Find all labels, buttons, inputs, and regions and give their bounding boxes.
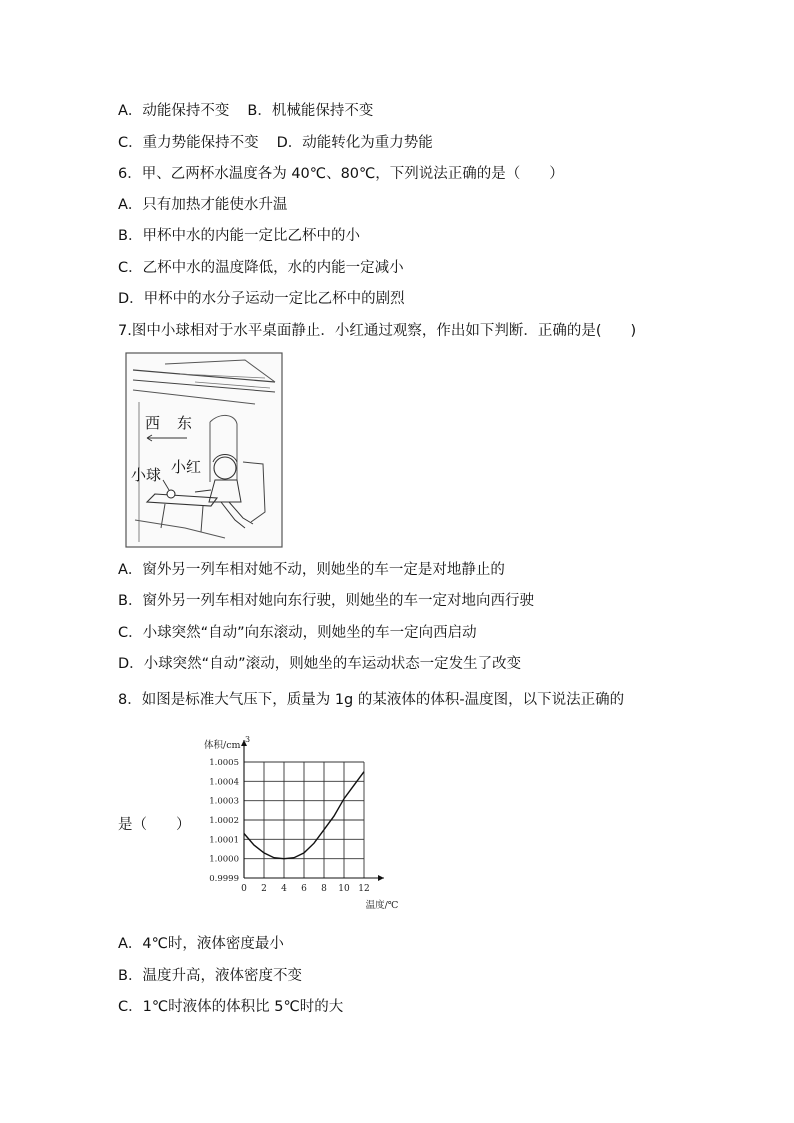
label-girl: 小红 — [171, 458, 202, 476]
q6-option-b: B．甲杯中水的内能一定比乙杯中的小 — [118, 228, 360, 244]
q8-option-c: C．1℃时液体的体积比 5℃时的大 — [118, 999, 344, 1015]
y-tick-label: 1.0002 — [209, 816, 239, 826]
q5-option-d: D．动能转化为重力势能 — [276, 135, 433, 151]
label-west: 西 — [145, 414, 161, 432]
q7-figure-train-illustration — [125, 352, 283, 548]
q8-option-a: A．4℃时，液体密度最小 — [118, 936, 284, 952]
q7-option-a: A．窗外另一列车相对她不动，则她坐的车一定是对地静止的 — [118, 562, 505, 578]
q5-options-row-2 — [118, 133, 433, 153]
y-axis-label-superscript: 3 — [245, 735, 251, 744]
y-axis-label: 体积/cm — [204, 740, 241, 751]
y-tick-label: 1.0005 — [209, 758, 239, 768]
y-tick-label: 1.0003 — [209, 796, 239, 807]
x-axis-arrow — [378, 875, 384, 881]
x-tick-label: 6 — [301, 884, 307, 894]
x-tick-label: 8 — [321, 884, 327, 894]
q6-option-c: C．乙杯中水的温度降低，水的内能一定减小 — [118, 260, 404, 276]
q7-stem: 7.图中小球相对于水平桌面静止．小红通过观察，作出如下判断．正确的是( ) — [118, 323, 637, 339]
label-east: 东 — [177, 414, 193, 432]
y-tick-label: 1.0001 — [209, 835, 239, 846]
q8-volume-temperature-chart — [196, 728, 426, 923]
y-tick-label: 0.9999 — [209, 874, 239, 884]
q8-option-b: B．温度升高，液体密度不变 — [118, 968, 302, 984]
x-tick-label: 4 — [281, 884, 287, 894]
label-ball: 小球 — [131, 466, 162, 484]
q7-option-c: C．小球突然“自动”向东滚动，则她坐的车一定向西启动 — [118, 625, 477, 641]
q5-option-a: A．动能保持不变 — [118, 103, 230, 119]
q5-option-b: B．机械能保持不变 — [247, 103, 374, 119]
q7-option-d: D．小球突然“自动”滚动，则她坐的车运动状态一定发生了改变 — [118, 656, 522, 672]
y-tick-label: 1.0000 — [209, 854, 239, 865]
q5-options-row-1 — [118, 101, 373, 121]
q6-option-d: D．甲杯中的水分子运动一定比乙杯中的剧烈 — [118, 291, 405, 307]
x-tick-label: 2 — [261, 884, 267, 894]
y-tick-label: 1.0004 — [209, 777, 239, 788]
q8-stem-continuation: 是（ ） — [118, 817, 191, 833]
q8-stem: 8．如图是标准大气压下，质量为 1g 的某液体的体积-温度图，以下说法正确的 — [118, 692, 625, 708]
q6-option-a: A．只有加热才能使水升温 — [118, 197, 288, 213]
chart-grid — [244, 762, 364, 878]
chart-axes — [241, 740, 384, 881]
chart-svg — [196, 728, 426, 923]
chart-tick-labels — [209, 758, 369, 894]
x-axis-label: 温度/℃ — [365, 900, 399, 911]
x-tick-label: 10 — [338, 884, 350, 894]
x-tick-label: 12 — [358, 884, 370, 894]
train-scene-drawing — [125, 352, 283, 548]
q7-option-b: B．窗外另一列车相对她向东行驶，则她坐的车一定对地向西行驶 — [118, 593, 534, 609]
q6-stem: 6．甲、乙两杯水温度各为 40℃、80℃，下列说法正确的是（ ） — [118, 166, 564, 182]
q5-option-c: C．重力势能保持不变 — [118, 135, 259, 151]
x-tick-label: 0 — [241, 884, 247, 894]
